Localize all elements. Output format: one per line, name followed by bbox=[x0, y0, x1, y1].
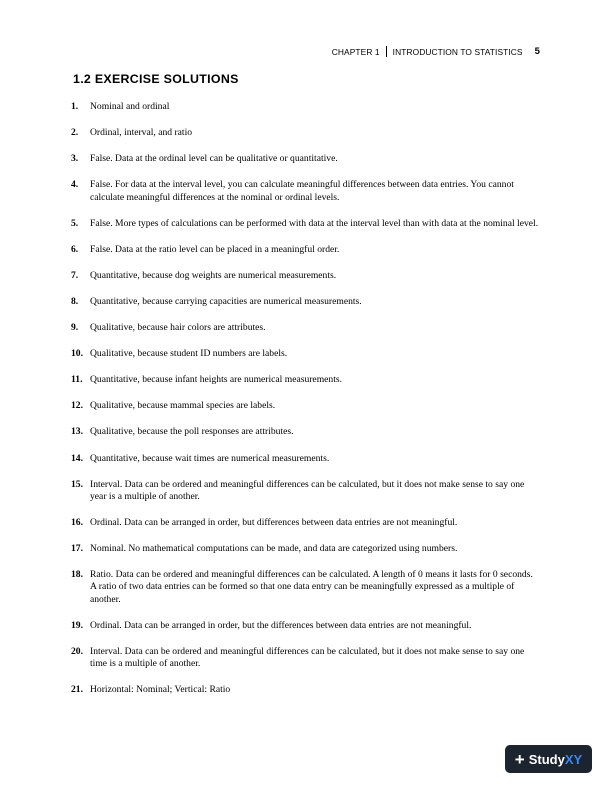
exercise-item bbox=[71, 218, 541, 230]
exercise-list bbox=[71, 101, 541, 710]
exercise-text: Qualitative, because mammal species are labels. bbox=[90, 400, 276, 412]
exercise-item bbox=[71, 479, 541, 504]
chapter-label: CHAPTER 1 bbox=[331, 46, 380, 57]
exercise-number: 21. bbox=[71, 684, 83, 696]
exercise-item bbox=[71, 569, 541, 606]
exercise-text: Interval. Data can be ordered and meaningful differences can be calculated, but it does not make sense to say one time is a multiple of another. bbox=[90, 645, 525, 670]
exercise-text: Nominal. No mathematical computations can be made, and data are categorized using numbers. bbox=[90, 543, 458, 555]
exercise-text: Quantitative, because dog weights are numerical measurements. bbox=[90, 269, 337, 281]
exercise-text: Horizontal: Nominal; Vertical: Ratio bbox=[90, 684, 231, 696]
exercise-number: 17. bbox=[71, 543, 83, 555]
exercise-text: Ordinal. Data can be arranged in order, but differences between data entries are not meaningful. bbox=[90, 517, 458, 528]
exercise-number: 11. bbox=[71, 374, 83, 386]
exercise-number: 10. bbox=[71, 348, 83, 360]
running-header bbox=[332, 46, 540, 57]
exercise-number: 19. bbox=[71, 619, 83, 631]
studyxy-badge[interactable] bbox=[505, 745, 592, 773]
exercise-text: Quantitative, because infant heights are numerical measurements. bbox=[90, 374, 343, 386]
exercise-number: 12. bbox=[71, 400, 83, 412]
exercise-item bbox=[71, 153, 541, 165]
exercise-item bbox=[71, 127, 541, 139]
exercise-number: 1. bbox=[71, 101, 79, 112]
section-title: 1.2 EXERCISE SOLUTIONS bbox=[73, 72, 239, 86]
exercise-number: 20. bbox=[71, 645, 83, 657]
brand-study: Study bbox=[528, 751, 565, 767]
exercise-number: 3. bbox=[71, 153, 79, 165]
exercise-item bbox=[71, 374, 541, 386]
exercise-number: 16. bbox=[71, 517, 83, 528]
exercise-number: 18. bbox=[71, 569, 83, 581]
exercise-text: Interval. Data can be ordered and meaningful differences can be calculated, but it does not make sense to say one year is a multiple of another. bbox=[90, 478, 525, 502]
exercise-item bbox=[71, 646, 541, 671]
exercise-text: False. Data at the ordinal level can be qualitative or quantitative. bbox=[90, 153, 338, 165]
exercise-number: 6. bbox=[71, 243, 79, 255]
exercise-text: Ordinal, interval, and ratio bbox=[90, 127, 193, 139]
exercise-number: 15. bbox=[71, 478, 83, 490]
exercise-item bbox=[71, 179, 541, 204]
exercise-text: False. For data at the interval level, you can calculate meaningful differences between data entries. You cannot calculate meaningful differences at the nominal or ordinal levels. bbox=[90, 179, 514, 203]
exercise-item bbox=[71, 620, 541, 632]
exercise-item bbox=[71, 270, 541, 282]
brand-xy: XY bbox=[564, 751, 583, 767]
exercise-item bbox=[71, 244, 541, 256]
exercise-number: 13. bbox=[71, 426, 83, 438]
exercise-number: 14. bbox=[71, 452, 83, 464]
exercise-item bbox=[71, 296, 541, 308]
exercise-text: Qualitative, because hair colors are attributes. bbox=[90, 322, 266, 334]
exercise-item bbox=[71, 517, 541, 529]
exercise-number: 5. bbox=[71, 217, 79, 229]
exercise-text: Quantitative, because carrying capacities are numerical measurements. bbox=[90, 295, 362, 307]
exercise-item bbox=[71, 684, 541, 696]
exercise-text: Ratio. Data can be ordered and meaningful differences can be calculated. A length of 0 means it lasts for 0 seconds. A ratio of two data entries can be formed so that one data entry can be meaningfully expressed as a multiple of another. bbox=[90, 569, 533, 605]
exercise-number: 2. bbox=[71, 127, 79, 139]
exercise-item bbox=[71, 322, 541, 334]
exercise-text: Qualitative, because student ID numbers are labels. bbox=[90, 348, 288, 360]
exercise-number: 7. bbox=[71, 269, 79, 281]
exercise-number: 8. bbox=[71, 295, 79, 307]
exercise-number: 9. bbox=[71, 322, 79, 334]
exercise-item bbox=[71, 453, 541, 465]
chapter-title: INTRODUCTION TO STATISTICS bbox=[392, 46, 523, 57]
exercise-text: Qualitative, because the poll responses are attributes. bbox=[90, 426, 294, 438]
exercise-item bbox=[71, 400, 541, 412]
exercise-text: Ordinal. Data can be arranged in order, but the differences between data entries are not meaningful. bbox=[90, 619, 472, 631]
exercise-item bbox=[71, 348, 541, 360]
page-number: 5 bbox=[534, 46, 540, 57]
plus-icon: + bbox=[514, 749, 525, 769]
exercise-text: Quantitative, because wait times are numerical measurements. bbox=[90, 452, 330, 464]
exercise-number: 4. bbox=[71, 179, 79, 191]
exercise-text: Nominal and ordinal bbox=[90, 101, 170, 112]
exercise-text: False. Data at the ratio level can be placed in a meaningful order. bbox=[90, 243, 340, 255]
exercise-item bbox=[71, 101, 541, 113]
header-separator bbox=[386, 46, 387, 57]
exercise-item bbox=[71, 426, 541, 438]
exercise-text: False. More types of calculations can be performed with data at the interval level than with data at the nominal level. bbox=[90, 217, 539, 229]
exercise-item bbox=[71, 543, 541, 555]
